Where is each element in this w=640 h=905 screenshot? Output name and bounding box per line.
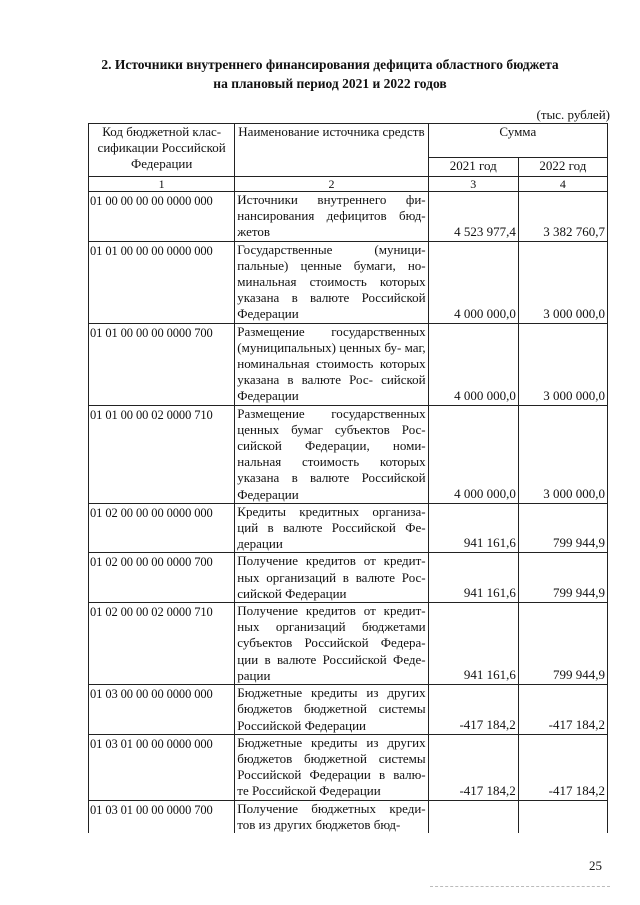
column-number-4: 4 (518, 177, 607, 192)
row-amount-2022: 3 382 760,7 (518, 192, 607, 242)
title-line-1: 2. Источники внутреннего финансирования дефицита областного бюджета (101, 57, 559, 72)
column-number-2: 2 (235, 177, 428, 192)
row-amount-2021: 4 000 000,0 (428, 405, 518, 503)
row-amount-2022: -417 184,2 (518, 734, 607, 800)
row-name: Получение кредитов от кредит- ных организаций бюджетами субъектов Российской Федера- ции в валюте Российской Феде- рации (235, 603, 428, 685)
row-amount-2021: -417 184,2 (428, 734, 518, 800)
title-line-2: на плановый период 2021 и 2022 годов (213, 76, 447, 91)
row-amount-2021: 941 161,6 (428, 603, 518, 685)
table-row (89, 323, 608, 405)
financing-sources-table (88, 123, 608, 833)
table-row (89, 553, 608, 603)
row-code: 01 03 00 00 00 0000 000 (89, 685, 235, 735)
row-code: 01 02 00 00 00 0000 700 (89, 553, 235, 603)
row-name: Получение бюджетных креди- тов из других бюджетов бюд- (235, 800, 428, 833)
row-code: 01 02 00 00 02 0000 710 (89, 603, 235, 685)
row-code: 01 01 00 00 02 0000 710 (89, 405, 235, 503)
table-row (89, 603, 608, 685)
row-name: Размещение государственных (муниципальных) ценных бу- маг, номинальная стоимость которых указана в валюте Рос- сийской Федерации (235, 323, 428, 405)
row-name: Кредиты кредитных организа- ций в валюте Российской Фе- дерации (235, 503, 428, 553)
document-title (60, 55, 600, 93)
row-name: Бюджетные кредиты из других бюджетов бюджетной системы Российской Федерации (235, 685, 428, 735)
column-number-1: 1 (89, 177, 235, 192)
row-amount-2022: 799 944,9 (518, 603, 607, 685)
row-amount-2021: -417 184,2 (428, 685, 518, 735)
row-amount-2021: 4 523 977,4 (428, 192, 518, 242)
units-note: (тыс. рублей) (536, 107, 610, 122)
row-amount-2022 (518, 800, 607, 833)
table-row (89, 800, 608, 833)
row-name: Получение кредитов от кредит- ных организаций в валюте Рос- сийской Федерации (235, 553, 428, 603)
row-code: 01 00 00 00 00 0000 000 (89, 192, 235, 242)
row-amount-2021: 941 161,6 (428, 553, 518, 603)
table-row (89, 734, 608, 800)
table-row (89, 503, 608, 553)
header-code: Код бюджетной клас- сификации Российской Федерации (89, 124, 235, 177)
table-row (89, 405, 608, 503)
header-name: Наименование источника средств (235, 124, 428, 177)
row-name: Источники внутреннего фи- нансирования дефицитов бюд- жетов (235, 192, 428, 242)
row-amount-2022: 799 944,9 (518, 503, 607, 553)
row-code: 01 03 01 00 00 0000 000 (89, 734, 235, 800)
row-code: 01 03 01 00 00 0000 700 (89, 800, 235, 833)
row-name: Государственные (муници- пальные) ценные бумаги, но- минальная стоимость которых указана в валюте Российской Федерации (235, 241, 428, 323)
row-code: 01 01 00 00 00 0000 000 (89, 241, 235, 323)
row-name: Размещение государственных ценных бумаг субъектов Рос- сийской Федерации, номи- нальная стоимость которых указана в валюте Российской Федерации (235, 405, 428, 503)
row-amount-2022: 3 000 000,0 (518, 323, 607, 405)
row-amount-2022: 799 944,9 (518, 553, 607, 603)
header-year-2022: 2022 год (518, 158, 607, 177)
header-sum: Сумма (428, 124, 607, 158)
table-row (89, 192, 608, 242)
row-amount-2022: 3 000 000,0 (518, 241, 607, 323)
table-row (89, 241, 608, 323)
header-year-2021: 2021 год (428, 158, 518, 177)
row-name: Бюджетные кредиты из других бюджетов бюджетной системы Российской Федерации в валю- те Российской Федерации (235, 734, 428, 800)
row-amount-2022: 3 000 000,0 (518, 405, 607, 503)
column-number-3: 3 (428, 177, 518, 192)
page-number: 25 (589, 858, 602, 873)
row-amount-2021: 4 000 000,0 (428, 241, 518, 323)
footer-divider (430, 886, 610, 887)
row-amount-2022: -417 184,2 (518, 685, 607, 735)
table-row (89, 685, 608, 735)
row-code: 01 02 00 00 00 0000 000 (89, 503, 235, 553)
row-amount-2021 (428, 800, 518, 833)
row-code: 01 01 00 00 00 0000 700 (89, 323, 235, 405)
row-amount-2021: 4 000 000,0 (428, 323, 518, 405)
row-amount-2021: 941 161,6 (428, 503, 518, 553)
